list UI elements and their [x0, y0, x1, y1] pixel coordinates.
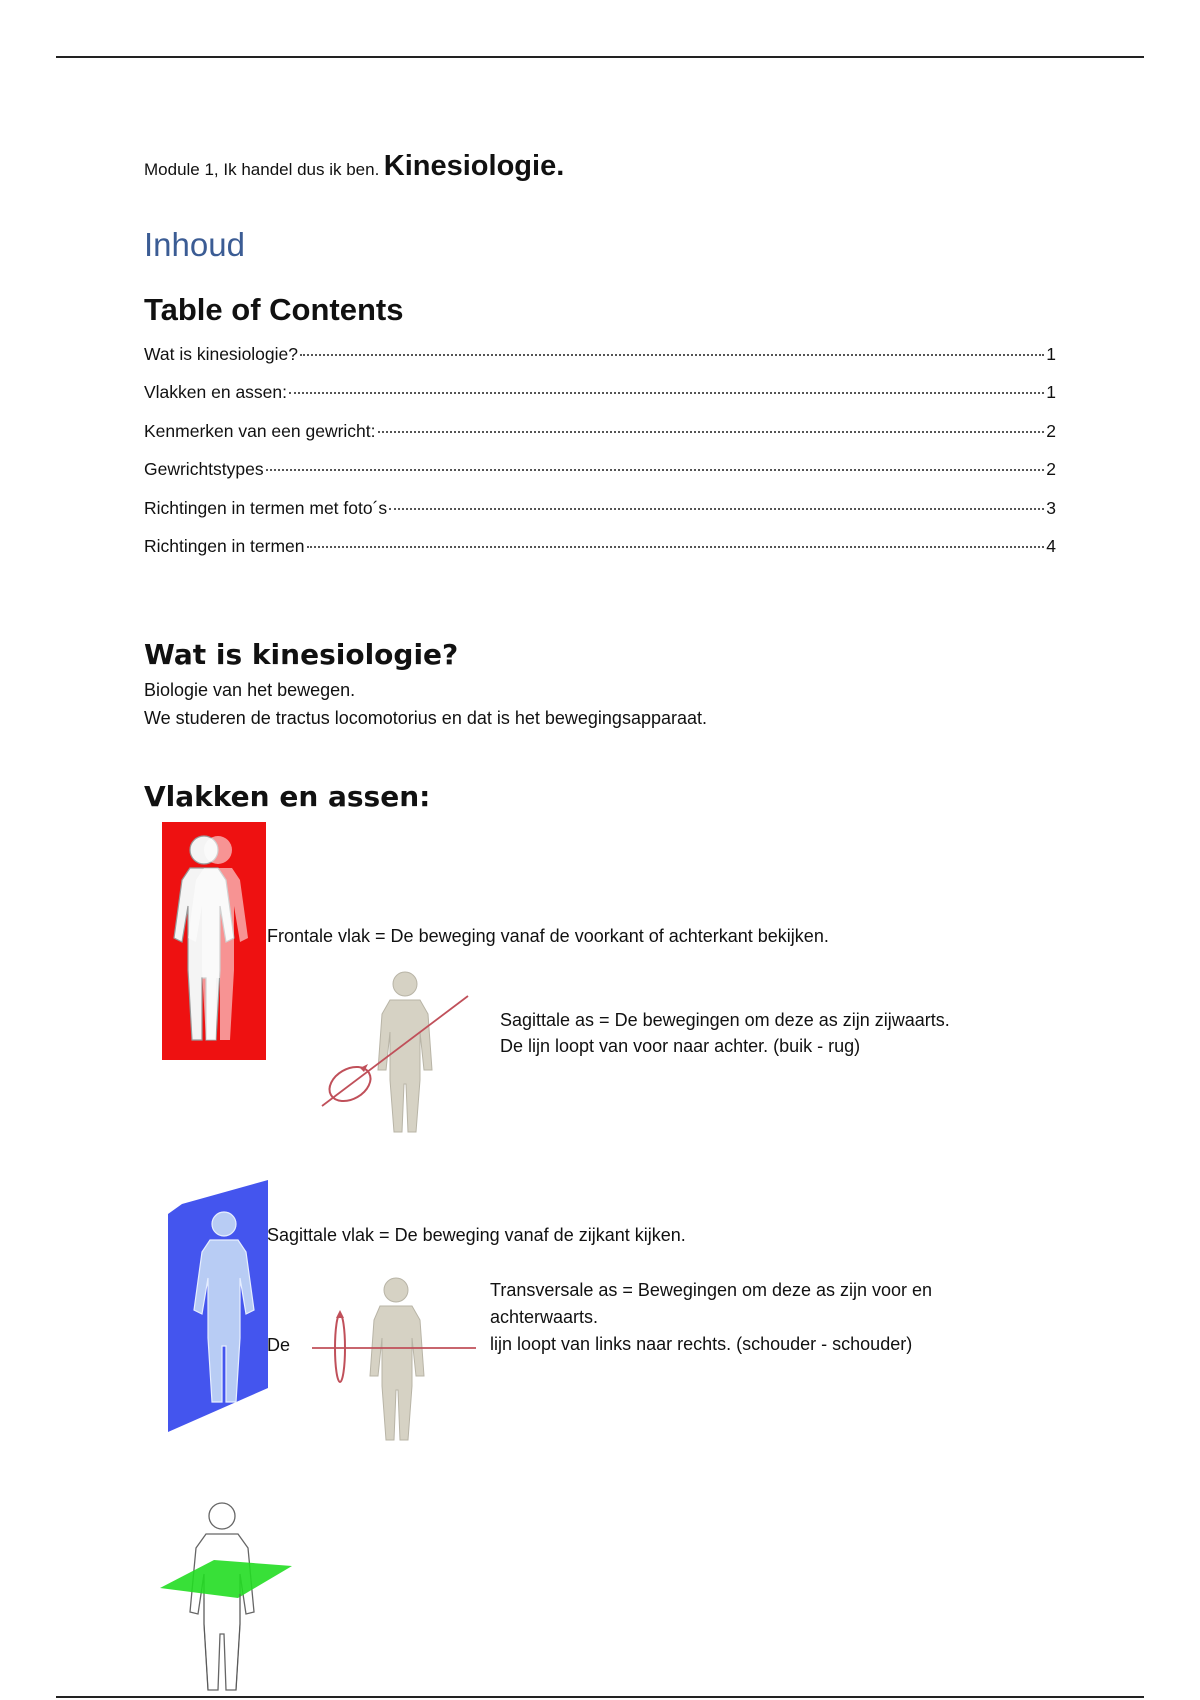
sagittale-vlak-text: Sagittale vlak = De beweging vanaf de zijkant kijken. — [267, 1225, 686, 1245]
sagittale-as-line: De lijn loopt van voor naar achter. (buik - rug) — [500, 1036, 861, 1056]
toc-leader — [378, 431, 1045, 433]
bottom-rule — [56, 1696, 1144, 1698]
module-text: Module 1, Ik handel dus ik ben. — [144, 160, 380, 179]
toc-entry-page: 2 — [1046, 420, 1056, 441]
sagittal-axis-figure — [300, 960, 480, 1140]
document-title — [144, 150, 564, 183]
toc-entry-page: 1 — [1046, 344, 1056, 364]
toc-entry-label: Kenmerken van een gewricht: — [144, 420, 376, 441]
toc-entry[interactable] — [144, 421, 1056, 459]
toc-list — [144, 344, 1056, 574]
toc-heading: Inhoud — [144, 226, 245, 263]
toc-entry-label: Gewrichtstypes — [144, 459, 264, 480]
arrow-icon — [336, 1310, 344, 1318]
toc-entry-label: Richtingen in termen met foto´s — [144, 497, 388, 518]
toc-title: Table of Contents — [144, 292, 404, 327]
frontale-vlak-text: Frontale vlak = De beweging vanaf de voorkant of achterkant bekijken. — [267, 926, 829, 946]
toc-leader — [307, 546, 1045, 548]
transverse-plane-figure — [158, 1494, 298, 1694]
frontal-plane-figure — [160, 820, 270, 1062]
section-heading-kinesiologie: Wat is kinesiologie? — [144, 638, 459, 671]
toc-entry-page: 1 — [1046, 382, 1056, 403]
toc-entry-page: 4 — [1046, 535, 1056, 556]
title-text: Kinesiologie. — [383, 150, 565, 182]
sagittal-plane-figure — [164, 1178, 270, 1434]
toc-leader — [389, 508, 1044, 510]
human-body — [370, 1278, 424, 1440]
toc-entry-page: 3 — [1046, 497, 1056, 518]
toc-leader — [300, 354, 1044, 356]
toc-entry[interactable] — [144, 459, 1056, 497]
toc-entry[interactable] — [144, 536, 1056, 574]
toc-entry[interactable] — [144, 344, 1056, 382]
transversale-as-line: lijn loopt van links naar rechts. (schouder - schouder) — [490, 1334, 913, 1354]
toc-entry-label: Vlakken en assen: — [144, 382, 288, 403]
toc-entry-page: 2 — [1046, 459, 1056, 480]
toc-entry-label: Wat is kinesiologie? — [144, 344, 299, 364]
top-rule — [56, 56, 1144, 58]
toc-leader — [266, 469, 1045, 471]
toc-entry[interactable] — [144, 382, 1056, 420]
toc-entry[interactable] — [144, 498, 1056, 536]
transversale-as-line: achterwaarts. — [490, 1307, 599, 1327]
transversale-as-line: Transversale as = Bewegingen om deze as zijn voor en — [490, 1280, 933, 1300]
section1-line: Biologie van het bewegen. — [144, 680, 356, 700]
sagittale-as-line: Sagittale as = De bewegingen om deze as zijn zijwaarts. — [500, 1010, 950, 1030]
section1-line: We studeren de tractus locomotorius en dat is het bewegingsapparaat. — [144, 708, 708, 728]
human-outline — [190, 1503, 254, 1690]
human-body — [378, 972, 432, 1132]
section-heading-vlakken: Vlakken en assen: — [144, 780, 431, 813]
toc-leader — [289, 392, 1044, 394]
transverse-plane — [160, 1560, 292, 1598]
transverse-axis-figure — [300, 1272, 480, 1448]
toc-entry-label: Richtingen in termen — [144, 535, 305, 556]
human-outline-lower — [204, 1594, 240, 1690]
de-word: De — [267, 1335, 291, 1355]
